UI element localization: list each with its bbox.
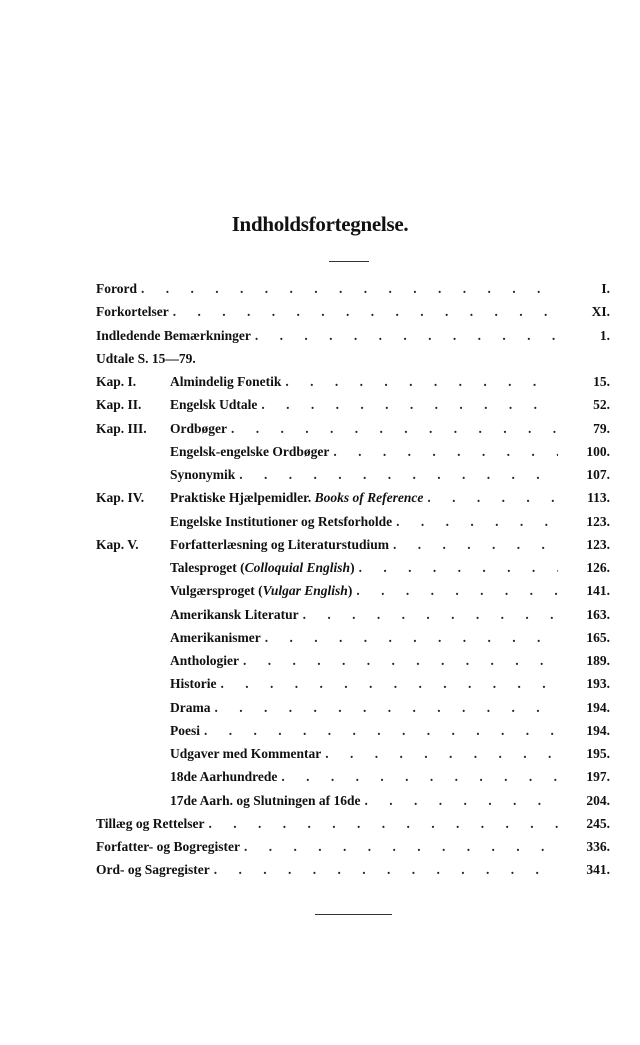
toc-entry bbox=[96, 486, 610, 509]
toc-entry-title: Engelske Institutioner og Retsforholde bbox=[170, 513, 393, 529]
dot-leader bbox=[243, 649, 558, 672]
dot-leader bbox=[396, 510, 558, 533]
dot-leader bbox=[265, 626, 558, 649]
title-divider bbox=[329, 261, 369, 262]
dot-leader bbox=[333, 440, 558, 463]
toc-page-number: 341. bbox=[586, 862, 610, 878]
dot-leader bbox=[285, 370, 558, 393]
toc-page-number: I. bbox=[601, 281, 610, 296]
dot-leader bbox=[141, 277, 558, 300]
page-title: Indholdsfortegnelse. bbox=[231, 212, 409, 236]
toc-chapter-number: Kap. IV. bbox=[96, 490, 145, 506]
toc-entry bbox=[96, 719, 610, 742]
toc-chapter-number: Kap. II. bbox=[96, 397, 142, 413]
toc-entry-title: Praktiske Hjælpemidler. Books of Reference bbox=[170, 490, 424, 506]
toc-entry-title: 18de Aarhundrede bbox=[170, 769, 278, 785]
toc-page-number: 193. bbox=[586, 676, 610, 692]
toc-page-number: 245. bbox=[586, 815, 610, 831]
toc-entry-title: Ord- og Sagregister bbox=[96, 862, 210, 878]
dot-leader bbox=[221, 672, 559, 695]
toc-entry bbox=[96, 277, 610, 300]
toc-entry-title: Engelsk-engelske Ordbøger bbox=[170, 443, 330, 459]
toc-entry bbox=[96, 370, 610, 393]
toc-entry bbox=[96, 742, 610, 765]
toc-entry-title: Amerikanismer bbox=[170, 629, 261, 645]
toc-entry-title: 17de Aarh. og Slutningen af 16de bbox=[170, 792, 361, 808]
dot-leader bbox=[427, 486, 558, 509]
toc-entry-title: Amerikansk Literatur bbox=[170, 606, 299, 622]
toc-page-number: 52. bbox=[593, 397, 610, 413]
toc-page-number: 126. bbox=[586, 560, 610, 575]
toc-page-number: 189. bbox=[586, 653, 610, 668]
toc-entry-title: Talesproget (Colloquial English) bbox=[170, 560, 355, 575]
toc-page-number: 113. bbox=[587, 490, 610, 506]
toc-entry-title: Engelsk Udtale bbox=[170, 397, 258, 413]
dot-leader bbox=[356, 579, 558, 602]
dot-leader bbox=[281, 765, 558, 788]
toc-page-number: 195. bbox=[586, 746, 610, 761]
dot-leader bbox=[255, 324, 558, 347]
toc-entry bbox=[96, 440, 610, 463]
toc-entry bbox=[96, 858, 610, 881]
dot-leader bbox=[231, 417, 558, 440]
toc-entry bbox=[96, 347, 610, 370]
toc-page-number: 100. bbox=[586, 443, 610, 459]
toc-entry-title: Ordbøger bbox=[170, 420, 227, 436]
dot-leader bbox=[359, 556, 558, 579]
toc-page-number: 204. bbox=[586, 792, 610, 808]
toc-entry bbox=[96, 324, 610, 347]
toc-entry-title: Udgaver med Kommentar bbox=[170, 746, 322, 761]
toc-entry-title: Historie bbox=[170, 676, 217, 692]
toc-page-number: 1. bbox=[599, 327, 610, 343]
toc-chapter-number: Kap. I. bbox=[96, 374, 137, 389]
toc-entry-title: Forfatter- og Bogregister bbox=[96, 839, 240, 854]
toc-entry bbox=[96, 603, 610, 626]
toc-entry-title: Forfatterlæsning og Literaturstudium bbox=[170, 536, 389, 552]
toc-entry-title: Drama bbox=[170, 699, 211, 715]
toc-page-number: 336. bbox=[586, 839, 610, 854]
toc-entry bbox=[96, 556, 610, 579]
dot-leader bbox=[208, 812, 558, 835]
toc-entry-italic-term: Books of Reference bbox=[314, 490, 424, 506]
toc-entry-title: Udtale S. 15—79. bbox=[96, 350, 196, 366]
dot-leader bbox=[215, 696, 559, 719]
toc-page-number: 15. bbox=[593, 374, 610, 389]
toc-page-number: 123. bbox=[586, 513, 610, 529]
toc-page-number: 163. bbox=[586, 606, 610, 622]
dot-leader bbox=[303, 603, 558, 626]
toc-page-number: 141. bbox=[586, 583, 610, 599]
toc-page-number: 194. bbox=[586, 699, 610, 715]
toc-entry bbox=[96, 579, 610, 602]
toc-entry bbox=[96, 672, 610, 695]
toc-page-number: 194. bbox=[586, 722, 610, 738]
toc-entry bbox=[96, 533, 610, 556]
toc-entry-title: Anthologier bbox=[170, 653, 239, 668]
toc-entry-title: Almindelig Fonetik bbox=[170, 374, 282, 389]
toc-entry bbox=[96, 812, 610, 835]
toc-entry-italic-term: Colloquial English bbox=[244, 560, 351, 575]
toc-entry-title: Tillæg og Rettelser bbox=[96, 815, 205, 831]
dot-leader bbox=[325, 742, 558, 765]
dot-leader bbox=[365, 789, 558, 812]
toc-page-number: 165. bbox=[586, 629, 610, 645]
dot-leader bbox=[393, 533, 558, 556]
dot-leader bbox=[244, 835, 558, 858]
toc-entry-title: Indledende Bemærkninger bbox=[96, 327, 251, 343]
toc-entry bbox=[96, 626, 610, 649]
toc-entry-title: Poesi bbox=[170, 722, 200, 738]
toc-entry-title: Forord bbox=[96, 281, 137, 296]
toc-entry-italic-term: Vulgar English bbox=[262, 583, 348, 599]
toc-entry bbox=[96, 417, 610, 440]
toc-entry-title: Synonymik bbox=[170, 467, 236, 482]
toc-chapter-number: Kap. III. bbox=[96, 420, 147, 436]
toc-entry bbox=[96, 510, 610, 533]
toc-entry bbox=[96, 765, 610, 788]
toc-entry-title: Forkortelser bbox=[96, 304, 169, 320]
bottom-divider bbox=[315, 914, 392, 915]
toc-entry bbox=[96, 463, 610, 486]
toc-entry bbox=[96, 696, 610, 719]
table-of-contents bbox=[96, 277, 610, 882]
toc-chapter-number: Kap. V. bbox=[96, 536, 139, 552]
dot-leader bbox=[173, 300, 558, 323]
dot-leader bbox=[204, 719, 558, 742]
dot-leader bbox=[261, 393, 558, 416]
toc-entry-title: Vulgærsproget (Vulgar English) bbox=[170, 583, 353, 599]
toc-page-number: 79. bbox=[593, 420, 610, 436]
toc-entry bbox=[96, 789, 610, 812]
toc-page-number: 123. bbox=[586, 536, 610, 552]
toc-page-number: XI. bbox=[591, 304, 610, 320]
dot-leader bbox=[214, 858, 558, 881]
toc-entry bbox=[96, 393, 610, 416]
toc-entry bbox=[96, 835, 610, 858]
toc-page-number: 107. bbox=[586, 467, 610, 482]
toc-page-number: 197. bbox=[586, 769, 610, 785]
toc-entry bbox=[96, 649, 610, 672]
toc-entry bbox=[96, 300, 610, 323]
dot-leader bbox=[239, 463, 558, 486]
